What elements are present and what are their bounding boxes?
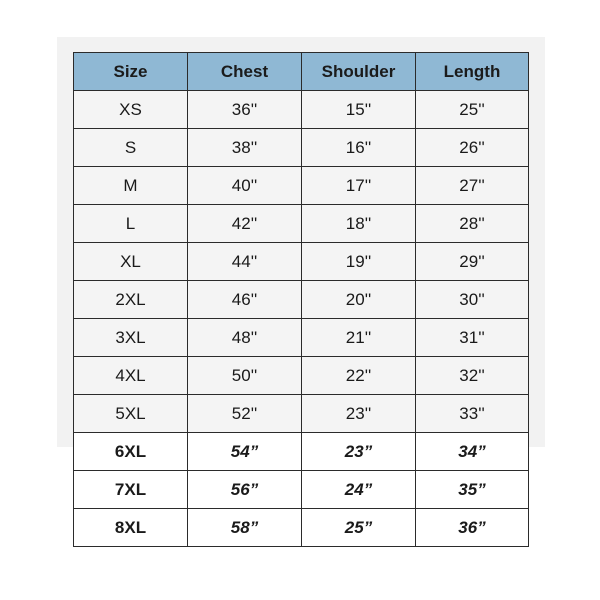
cell-shoulder: 24” bbox=[302, 471, 416, 509]
cell-chest: 50'' bbox=[188, 357, 302, 395]
cell-chest: 36'' bbox=[188, 91, 302, 129]
cell-length: 31'' bbox=[416, 319, 529, 357]
cell-size: XL bbox=[74, 243, 188, 281]
cell-shoulder: 25” bbox=[302, 509, 416, 547]
cell-length: 36” bbox=[416, 509, 529, 547]
cell-length: 25'' bbox=[416, 91, 529, 129]
header-chest: Chest bbox=[188, 53, 302, 91]
table-row bbox=[74, 357, 529, 395]
cell-size: 4XL bbox=[74, 357, 188, 395]
table-row bbox=[74, 433, 529, 471]
cell-shoulder: 22'' bbox=[302, 357, 416, 395]
size-chart-table bbox=[73, 52, 529, 547]
table-row bbox=[74, 509, 529, 547]
cell-length: 28'' bbox=[416, 205, 529, 243]
cell-size: 7XL bbox=[74, 471, 188, 509]
cell-size: XS bbox=[74, 91, 188, 129]
cell-length: 35” bbox=[416, 471, 529, 509]
table-row bbox=[74, 205, 529, 243]
cell-shoulder: 23'' bbox=[302, 395, 416, 433]
table-body bbox=[74, 91, 529, 547]
table-row bbox=[74, 243, 529, 281]
cell-size: 2XL bbox=[74, 281, 188, 319]
table-row bbox=[74, 91, 529, 129]
cell-chest: 42'' bbox=[188, 205, 302, 243]
cell-length: 32'' bbox=[416, 357, 529, 395]
table-row bbox=[74, 167, 529, 205]
cell-chest: 58” bbox=[188, 509, 302, 547]
cell-length: 26'' bbox=[416, 129, 529, 167]
cell-size: M bbox=[74, 167, 188, 205]
cell-size: S bbox=[74, 129, 188, 167]
table-row bbox=[74, 281, 529, 319]
cell-size: 5XL bbox=[74, 395, 188, 433]
cell-length: 34” bbox=[416, 433, 529, 471]
cell-shoulder: 17'' bbox=[302, 167, 416, 205]
table-header bbox=[74, 53, 529, 91]
cell-length: 30'' bbox=[416, 281, 529, 319]
cell-chest: 48'' bbox=[188, 319, 302, 357]
cell-chest: 40'' bbox=[188, 167, 302, 205]
cell-shoulder: 19'' bbox=[302, 243, 416, 281]
cell-shoulder: 23” bbox=[302, 433, 416, 471]
table-row bbox=[74, 129, 529, 167]
table-row bbox=[74, 319, 529, 357]
header-length: Length bbox=[416, 53, 529, 91]
cell-shoulder: 20'' bbox=[302, 281, 416, 319]
cell-chest: 38'' bbox=[188, 129, 302, 167]
cell-shoulder: 21'' bbox=[302, 319, 416, 357]
cell-chest: 44'' bbox=[188, 243, 302, 281]
header-row bbox=[74, 53, 529, 91]
cell-size: L bbox=[74, 205, 188, 243]
cell-length: 27'' bbox=[416, 167, 529, 205]
cell-size: 3XL bbox=[74, 319, 188, 357]
header-shoulder: Shoulder bbox=[302, 53, 416, 91]
cell-size: 8XL bbox=[74, 509, 188, 547]
cell-size: 6XL bbox=[74, 433, 188, 471]
cell-chest: 54” bbox=[188, 433, 302, 471]
table-row bbox=[74, 471, 529, 509]
cell-shoulder: 15'' bbox=[302, 91, 416, 129]
cell-chest: 52'' bbox=[188, 395, 302, 433]
cell-length: 33'' bbox=[416, 395, 529, 433]
table-row bbox=[74, 395, 529, 433]
cell-length: 29'' bbox=[416, 243, 529, 281]
cell-chest: 56” bbox=[188, 471, 302, 509]
cell-shoulder: 16'' bbox=[302, 129, 416, 167]
header-size: Size bbox=[74, 53, 188, 91]
cell-chest: 46'' bbox=[188, 281, 302, 319]
cell-shoulder: 18'' bbox=[302, 205, 416, 243]
